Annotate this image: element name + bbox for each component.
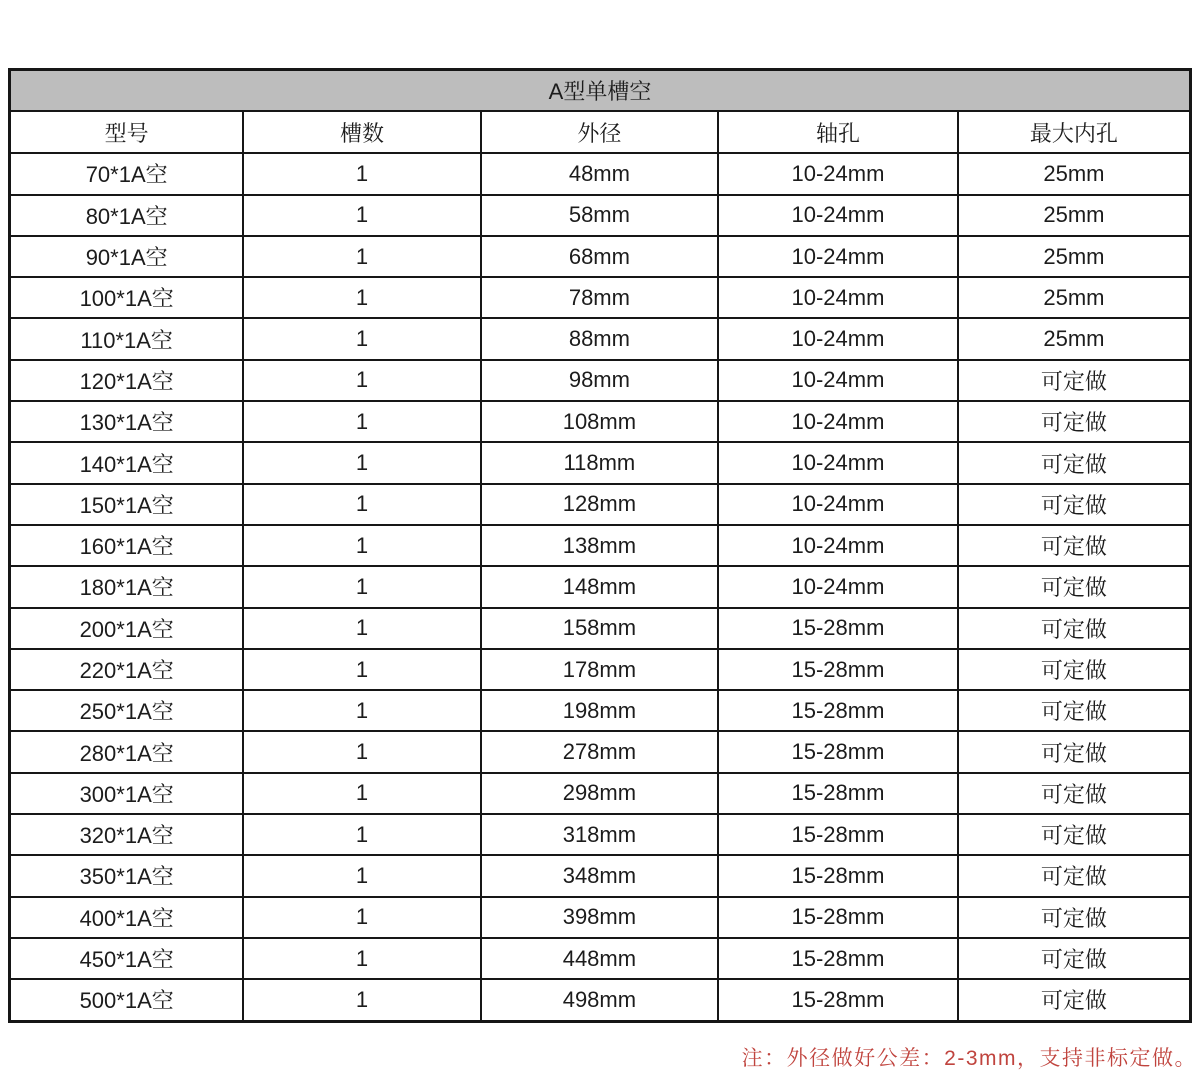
table-row <box>10 360 1191 401</box>
table-cell: 1 <box>243 484 480 525</box>
table-cell: 可定做 <box>958 649 1191 690</box>
table-cell: 1 <box>243 401 480 442</box>
table-cell: 298mm <box>481 773 718 814</box>
table-cell: 可定做 <box>958 525 1191 566</box>
table-cell: 280*1A空 <box>10 731 244 772</box>
table-cell: 78mm <box>481 277 718 318</box>
table-cell: 350*1A空 <box>10 855 244 896</box>
table-cell: 348mm <box>481 855 718 896</box>
table-cell: 158mm <box>481 608 718 649</box>
table-row <box>10 236 1191 277</box>
table-cell: 1 <box>243 814 480 855</box>
table-cell: 可定做 <box>958 979 1191 1021</box>
table-cell: 98mm <box>481 360 718 401</box>
table-cell: 80*1A空 <box>10 195 244 236</box>
table-row <box>10 773 1191 814</box>
table-cell: 15-28mm <box>718 649 958 690</box>
table-row <box>10 731 1191 772</box>
table-row <box>10 153 1191 194</box>
table-cell: 15-28mm <box>718 690 958 731</box>
table-cell: 398mm <box>481 897 718 938</box>
table-cell: 58mm <box>481 195 718 236</box>
table-cell: 25mm <box>958 195 1191 236</box>
table-cell: 1 <box>243 442 480 483</box>
table-row <box>10 897 1191 938</box>
table-cell: 可定做 <box>958 401 1191 442</box>
table-cell: 110*1A空 <box>10 318 244 359</box>
table-cell: 198mm <box>481 690 718 731</box>
table-cell: 200*1A空 <box>10 608 244 649</box>
table-title-row <box>10 70 1191 112</box>
table-cell: 15-28mm <box>718 773 958 814</box>
table-cell: 1 <box>243 277 480 318</box>
table-cell: 138mm <box>481 525 718 566</box>
table-row <box>10 277 1191 318</box>
table-cell: 10-24mm <box>718 401 958 442</box>
table-cell: 178mm <box>481 649 718 690</box>
table-title: A型单槽空 <box>10 70 1191 112</box>
table-cell: 25mm <box>958 153 1191 194</box>
table-cell: 1 <box>243 318 480 359</box>
table-cell: 25mm <box>958 277 1191 318</box>
table-cell: 160*1A空 <box>10 525 244 566</box>
table-cell: 15-28mm <box>718 814 958 855</box>
table-row <box>10 938 1191 979</box>
table-cell: 250*1A空 <box>10 690 244 731</box>
table-header-row <box>10 111 1191 153</box>
table-cell: 10-24mm <box>718 566 958 607</box>
table-cell: 可定做 <box>958 938 1191 979</box>
table-row <box>10 401 1191 442</box>
table-cell: 1 <box>243 236 480 277</box>
table-cell: 88mm <box>481 318 718 359</box>
table-cell: 可定做 <box>958 855 1191 896</box>
table-cell: 15-28mm <box>718 608 958 649</box>
table-cell: 400*1A空 <box>10 897 244 938</box>
table-cell: 140*1A空 <box>10 442 244 483</box>
table-cell: 320*1A空 <box>10 814 244 855</box>
table-cell: 130*1A空 <box>10 401 244 442</box>
table-cell: 1 <box>243 938 480 979</box>
table-cell: 15-28mm <box>718 731 958 772</box>
table-row <box>10 442 1191 483</box>
table-cell: 90*1A空 <box>10 236 244 277</box>
table-cell: 1 <box>243 195 480 236</box>
table-cell: 1 <box>243 773 480 814</box>
table-cell: 48mm <box>481 153 718 194</box>
table-row <box>10 318 1191 359</box>
table-cell: 300*1A空 <box>10 773 244 814</box>
column-header: 轴孔 <box>718 111 958 153</box>
table-cell: 148mm <box>481 566 718 607</box>
table-cell: 10-24mm <box>718 277 958 318</box>
table-cell: 500*1A空 <box>10 979 244 1021</box>
table-cell: 10-24mm <box>718 153 958 194</box>
table-row <box>10 484 1191 525</box>
table-cell: 10-24mm <box>718 484 958 525</box>
table-row <box>10 690 1191 731</box>
table-cell: 25mm <box>958 236 1191 277</box>
table-cell: 1 <box>243 649 480 690</box>
table-cell: 318mm <box>481 814 718 855</box>
table-row <box>10 979 1191 1021</box>
table-cell: 1 <box>243 979 480 1021</box>
table-cell: 1 <box>243 525 480 566</box>
table-cell: 10-24mm <box>718 525 958 566</box>
table-cell: 180*1A空 <box>10 566 244 607</box>
table-cell: 25mm <box>958 318 1191 359</box>
column-header: 型号 <box>10 111 244 153</box>
table-cell: 可定做 <box>958 566 1191 607</box>
table-cell: 15-28mm <box>718 938 958 979</box>
tolerance-note: 注：外径做好公差：2-3mm，支持非标定做。 <box>741 1047 1197 1070</box>
table-cell: 498mm <box>481 979 718 1021</box>
table-cell: 可定做 <box>958 690 1191 731</box>
table-cell: 10-24mm <box>718 442 958 483</box>
table-cell: 可定做 <box>958 897 1191 938</box>
table-cell: 100*1A空 <box>10 277 244 318</box>
table-cell: 15-28mm <box>718 979 958 1021</box>
table-row <box>10 855 1191 896</box>
table-row <box>10 195 1191 236</box>
table-cell: 10-24mm <box>718 360 958 401</box>
table-cell: 1 <box>243 690 480 731</box>
table-cell: 1 <box>243 608 480 649</box>
table-cell: 68mm <box>481 236 718 277</box>
table-cell: 70*1A空 <box>10 153 244 194</box>
table-cell: 450*1A空 <box>10 938 244 979</box>
table-cell: 120*1A空 <box>10 360 244 401</box>
column-header: 外径 <box>481 111 718 153</box>
table-cell: 可定做 <box>958 773 1191 814</box>
table-cell: 1 <box>243 566 480 607</box>
table-cell: 15-28mm <box>718 855 958 896</box>
table-row <box>10 814 1191 855</box>
table-cell: 150*1A空 <box>10 484 244 525</box>
table-cell: 可定做 <box>958 484 1191 525</box>
table-cell: 10-24mm <box>718 195 958 236</box>
table-cell: 108mm <box>481 401 718 442</box>
table-cell: 10-24mm <box>718 318 958 359</box>
table-cell: 1 <box>243 897 480 938</box>
table-cell: 可定做 <box>958 731 1191 772</box>
column-header: 最大内孔 <box>958 111 1191 153</box>
table-cell: 128mm <box>481 484 718 525</box>
table-cell: 448mm <box>481 938 718 979</box>
spec-sheet <box>8 68 1192 1023</box>
table-cell: 可定做 <box>958 814 1191 855</box>
table-cell: 15-28mm <box>718 897 958 938</box>
table-row <box>10 525 1191 566</box>
table-cell: 118mm <box>481 442 718 483</box>
table-body <box>10 153 1191 1021</box>
table-cell: 可定做 <box>958 608 1191 649</box>
table-cell: 可定做 <box>958 442 1191 483</box>
table-row <box>10 608 1191 649</box>
spec-table <box>8 68 1192 1023</box>
table-cell: 1 <box>243 731 480 772</box>
table-cell: 278mm <box>481 731 718 772</box>
table-cell: 220*1A空 <box>10 649 244 690</box>
table-cell: 10-24mm <box>718 236 958 277</box>
table-row <box>10 566 1191 607</box>
table-cell: 1 <box>243 153 480 194</box>
table-cell: 可定做 <box>958 360 1191 401</box>
table-cell: 1 <box>243 360 480 401</box>
table-cell: 1 <box>243 855 480 896</box>
table-row <box>10 649 1191 690</box>
column-header: 槽数 <box>243 111 480 153</box>
